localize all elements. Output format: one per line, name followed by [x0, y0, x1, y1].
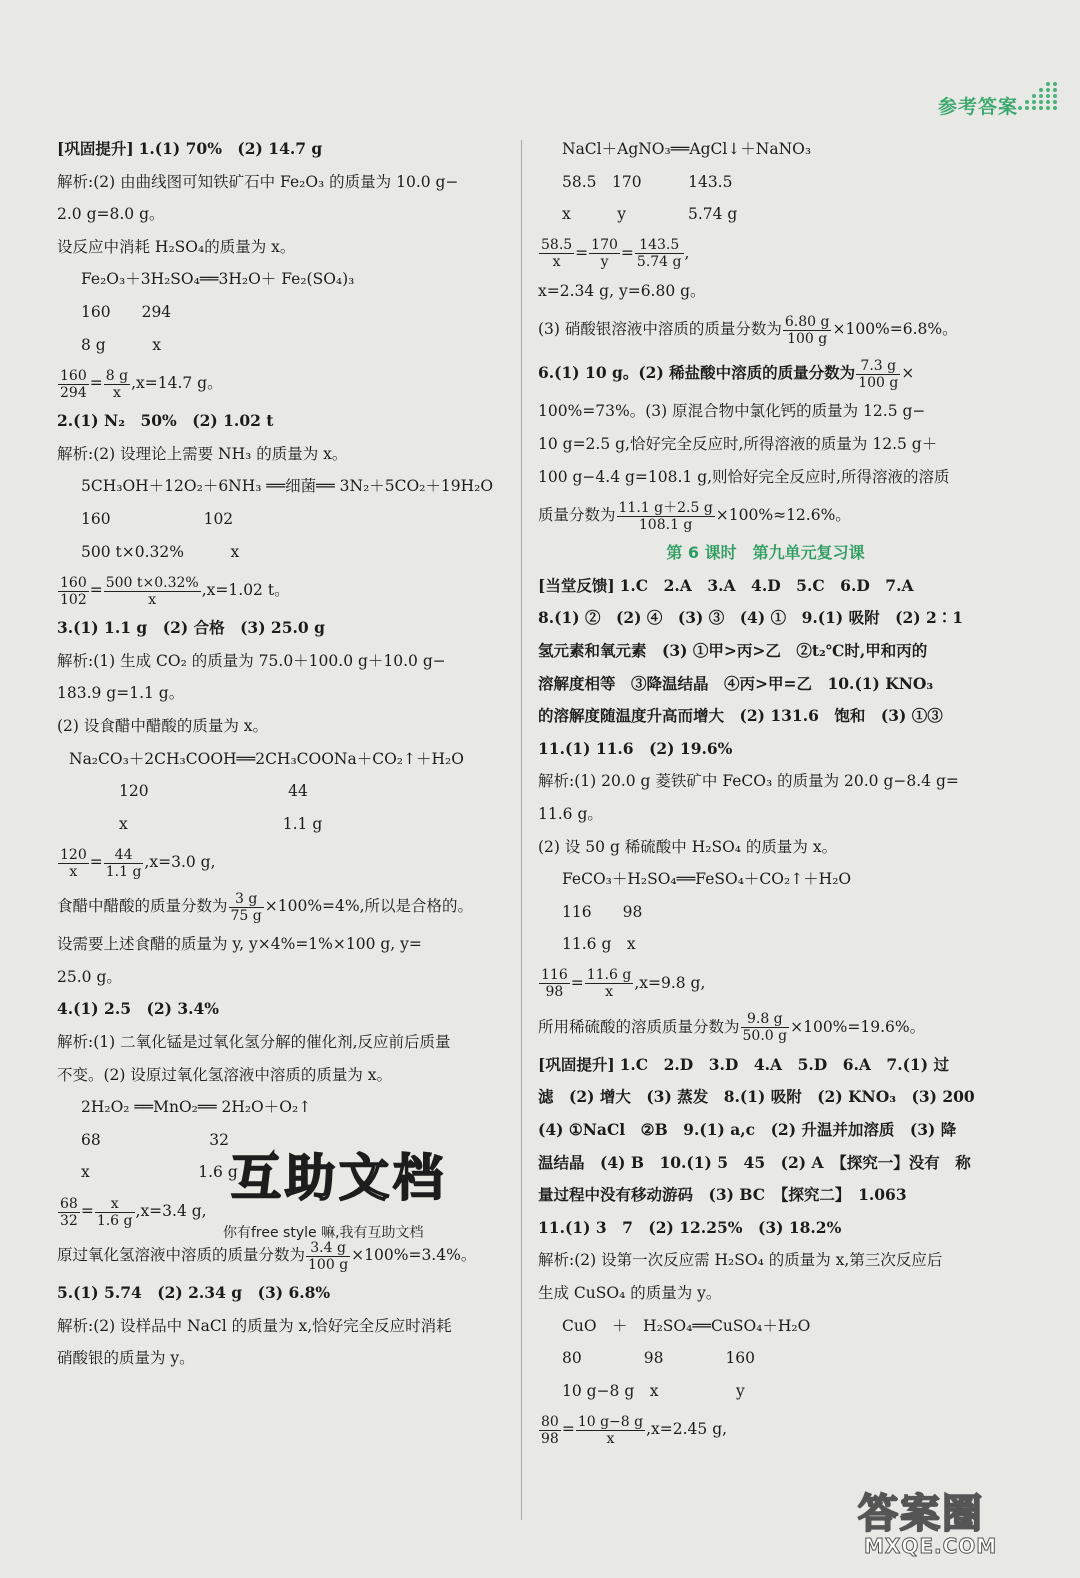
header-dot — [1046, 88, 1050, 92]
answer-line: 4.(1) 2.5 (2) 3.4% — [57, 999, 220, 1019]
equation-line: Fe₂O₃＋3H₂SO₄══3H₂O＋ Fe₂(SO₄)₃ — [81, 270, 355, 289]
answer-line: 氢元素和氧元素 (3) ①甲>丙>乙 ②t₂℃时,甲和丙的 — [538, 640, 928, 660]
watermark-url: MXQE.COM — [864, 1534, 998, 1558]
fraction-line: $\frac{68}{32}$ = $\frac{x}{1.6 g}$ ,x=3.4 g, — [60, 1195, 207, 1229]
text-line: 解析:(2) 由曲线图可知铁矿石中 Fe₂O₃ 的质量为 10.0 g− — [57, 172, 459, 191]
answer-line: 5.(1) 5.74 (2) 2.34 g (3) 6.8% — [57, 1283, 331, 1303]
header-dot — [1039, 100, 1043, 104]
watermark-logo: 答案圈 — [858, 1491, 984, 1537]
equation-line: 116 98 — [562, 902, 643, 921]
fraction-line: 6.(1) 10 g。(2) 稀盐酸中溶质的质量分数为 $\frac{7.3 g}{100 g}$ × — [538, 357, 915, 391]
equation-line: 2H₂O₂ ══MnO₂══ 2H₂O＋O₂↑ — [81, 1098, 312, 1117]
text-line: 183.9 g=1.1 g。 — [57, 684, 185, 703]
text-line: 解析:(2) 设样品中 NaCl 的质量为 x,恰好完全反应时消耗 — [57, 1316, 452, 1335]
equation-line: 160 102 — [81, 509, 234, 528]
text-line: 解析:(2) 设第一次反应需 H₂SO₄ 的质量为 x,第三次反应后 — [538, 1251, 943, 1270]
header-dot — [1025, 100, 1029, 104]
fraction-line: 所用稀硫酸的溶质质量分数为 $\frac{9.8 g}{50.0 g}$ ×100%=19.6%。 — [538, 1011, 926, 1045]
header-dot — [1053, 82, 1057, 86]
header-dot — [1032, 94, 1036, 98]
header-dot — [1046, 82, 1050, 86]
text-line: 设需要上述食醋的质量为 y, y×4%=1%×100 g, y= — [57, 935, 422, 954]
text-line: 生成 CuSO₄ 的质量为 y。 — [538, 1284, 722, 1303]
equation-line: 58.5 170 143.5 — [562, 172, 733, 191]
header-dot — [1046, 106, 1050, 110]
text-line: (2) 设食醋中醋酸的质量为 x。 — [57, 716, 269, 735]
stamp-slogan: 你有free style 嘛,我有互助文档 — [223, 1225, 424, 1241]
equation-line: 120 44 — [57, 782, 308, 801]
equation-line: CuO ＋ H₂SO₄══CuSO₄＋H₂O — [562, 1316, 811, 1335]
text-line: x=2.34 g, y=6.80 g。 — [538, 281, 706, 300]
text-line: 25.0 g。 — [57, 967, 122, 986]
text-line: 2.0 g=8.0 g。 — [57, 205, 165, 224]
text-line: 100 g−4.4 g=108.1 g,则恰好完全反应时,所得溶液的溶质 — [538, 467, 950, 486]
answer-line: (4) ①NaCl ②B 9.(1) a,c (2) 升温并加溶质 (3) 降 — [538, 1120, 957, 1140]
header-dot — [1039, 106, 1043, 110]
equation-line: 5CH₃OH＋12O₂＋6NH₃ ══细菌══ 3N₂＋5CO₂＋19H₂O — [81, 477, 494, 496]
header-dot — [1053, 94, 1057, 98]
equation-line: x 1.1 g — [57, 814, 323, 833]
stamp-watermark — [183, 1138, 483, 1250]
answer-line: 1.C 2.D 3.D 4.A 5.D 6.A 7.(1) 过 — [619, 1054, 949, 1074]
answer-line: 1.C 2.A 3.A 4.D 5.C 6.D 7.A — [619, 575, 914, 595]
answer-line: 11.(1) 3 7 (2) 12.25% (3) 18.2% — [538, 1217, 842, 1237]
section-tag: [当堂反馈] — [538, 575, 615, 595]
answer-line: 的溶解度随温度升高而增大 (2) 131.6 饱和 (3) ①③ — [538, 706, 943, 726]
column-divider — [521, 140, 522, 1520]
right-column — [538, 133, 993, 1451]
corner-watermark — [852, 1482, 1052, 1562]
fraction-line: $\frac{160}{294}$ = $\frac{8 g}{x}$ ,x=14.7 g。 — [60, 367, 223, 401]
fraction-line: $\frac{120}{x}$ = $\frac{44}{1.1 g}$ ,x=3.0 g, — [60, 846, 216, 880]
answer-line: 3.(1) 1.1 g (2) 合格 (3) 25.0 g — [57, 618, 325, 638]
header-dot — [1039, 88, 1043, 92]
equation-line: x 1.6 g — [81, 1163, 238, 1182]
text-line: 11.6 g。 — [538, 804, 603, 823]
section-heading: 第 6 课时 第九单元复习课 — [666, 543, 865, 563]
equation-line: 8 g x — [81, 335, 161, 354]
equation-line: Na₂CO₃＋2CH₃COOH══2CH₃COONa＋CO₂↑＋H₂O — [69, 749, 464, 768]
fraction-line: $\frac{58.5}{x}$ = $\frac{170}{y}$ = $\frac{143.5}{5.74 g}$ , — [541, 237, 690, 271]
fraction-line: 原过氧化氢溶液中溶质的质量分数为 $\frac{3.4 g}{100 g}$ ×100%=3.4%。 — [57, 1239, 477, 1273]
equation-line: 10 g−8 g x y — [562, 1381, 745, 1400]
fraction-line: $\frac{116}{98}$ = $\frac{11.6 g}{x}$ ,x=9.8 g, — [541, 967, 706, 1001]
text-line: 10 g=2.5 g,恰好完全反应时,所得溶液的质量为 12.5 g＋ — [538, 434, 938, 453]
answer-line: 1.(1) 70% (2) 14.7 g — [138, 139, 323, 158]
equation-line: 500 t×0.32% x — [81, 542, 240, 561]
equation-line: 11.6 g x — [562, 935, 636, 954]
text-line: 不变。(2) 设原过氧化氢溶液中溶质的质量为 x。 — [57, 1065, 393, 1084]
answer-line: 11.(1) 11.6 (2) 19.6% — [538, 738, 733, 758]
section-tag: [巩固提升] — [57, 139, 134, 158]
stamp-title: 互助文档 — [231, 1149, 447, 1207]
equation-line: NaCl＋AgNO₃══AgCl↓＋NaNO₃ — [562, 140, 812, 158]
header-dot — [1053, 100, 1057, 104]
equation-line: 80 98 160 — [562, 1349, 756, 1368]
header-dot — [1032, 100, 1036, 104]
fraction-line: $\frac{160}{102}$ = $\frac{500 t\times 0.32\%}{x}$ ,x=1.02 t。 — [60, 574, 290, 608]
equation-line: x y 5.74 g — [562, 205, 738, 224]
equation-line: 68 32 — [81, 1130, 229, 1149]
answer-line: 量过程中没有移动游码 (3) BC 【探究二】 1.063 — [538, 1185, 907, 1205]
text-line: 解析:(1) 生成 CO₂ 的质量为 75.0＋100.0 g＋10.0 g− — [57, 651, 446, 670]
fraction-line: $\frac{80}{98}$ = $\frac{10 g-8 g}{x}$ ,x=2.45 g, — [541, 1413, 728, 1447]
header-dot — [1039, 94, 1043, 98]
header-dot — [1025, 106, 1029, 110]
fraction-line: (3) 硝酸银溶液中溶质的质量分数为 $\frac{6.80 g}{100 g}$ ×100%=6.8%。 — [538, 313, 958, 347]
text-line: (2) 设 50 g 稀硫酸中 H₂SO₄ 的质量为 x。 — [538, 837, 838, 856]
text-line: 设反应中消耗 H₂SO₄的质量为 x。 — [57, 237, 296, 256]
page-header-title: 参考答案 — [937, 96, 1018, 118]
answer-line: 溶解度相等 ③降温结晶 ④丙>甲=乙 10.(1) KNO₃ — [538, 673, 934, 693]
answer-line: 2.(1) N₂ 50% (2) 1.02 t — [57, 411, 274, 431]
text-line: 解析:(1) 二氧化锰是过氧化氢分解的催化剂,反应前后质量 — [57, 1033, 451, 1052]
header-dot — [1053, 106, 1057, 110]
equation-line: 160 294 — [81, 302, 172, 321]
text-line: 硝酸银的质量为 y。 — [57, 1349, 195, 1368]
header-dot — [1032, 106, 1036, 110]
answer-line: 8.(1) ② (2) ④ (3) ③ (4) ① 9.(1) 吸附 (2) 2∶1 — [538, 608, 964, 628]
equation-line: FeCO₃＋H₂SO₄══FeSO₄＋CO₂↑＋H₂O — [562, 870, 852, 889]
answer-line: 滤 (2) 增大 (3) 蒸发 8.(1) 吸附 (2) KNO₃ (3) 200 — [538, 1087, 975, 1107]
text-line: 解析:(2) 设理论上需要 NH₃ 的质量为 x。 — [57, 444, 348, 463]
header-dot — [1046, 94, 1050, 98]
fraction-line: 食醋中醋酸的质量分数为 $\frac{3 g}{75 g}$ ×100%=4%,所以是合格的。 — [57, 890, 474, 924]
header-dot — [1018, 106, 1022, 110]
header-dot — [1046, 100, 1050, 104]
fraction-line: 质量分数为 $\frac{11.1 g+2.5 g}{108.1 g}$ ×100%≈12.6%。 — [538, 499, 851, 533]
header-dot — [1053, 88, 1057, 92]
answer-line: 温结晶 (4) B 10.(1) 5 45 (2) A 【探究一】没有 称 — [538, 1152, 971, 1172]
header-dots-icon — [1018, 82, 1060, 114]
section-tag: [巩固提升] — [538, 1054, 615, 1074]
text-line: 解析:(1) 20.0 g 菱铁矿中 FeCO₃ 的质量为 20.0 g−8.4 g= — [538, 772, 959, 791]
text-line: 100%=73%。(3) 原混合物中氯化钙的质量为 12.5 g− — [538, 402, 926, 421]
